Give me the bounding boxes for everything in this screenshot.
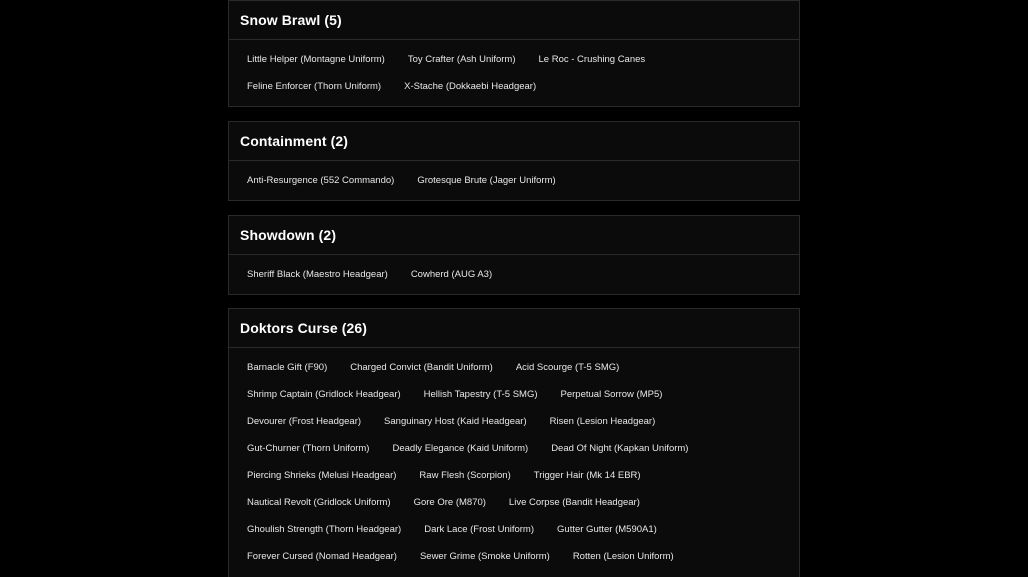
item-toy-crafter[interactable]: Toy Crafter (Ash Uniform) [407, 54, 516, 65]
item-anti-resurgence[interactable]: Anti-Resurgence (552 Commando) [247, 175, 395, 186]
item-gut-churner[interactable]: Gut-Churner (Thorn Uniform) [247, 443, 370, 454]
item-charged-convict[interactable]: Charged Convict (Bandit Uniform) [350, 362, 493, 373]
item-list [229, 255, 799, 288]
section-title: Doktors Curse (26) [229, 309, 799, 348]
item-gutter-gutter[interactable]: Gutter Gutter (M590A1) [557, 524, 657, 535]
item-x-stache[interactable]: X-Stache (Dokkaebi Headgear) [404, 81, 537, 92]
item-sheriff-black[interactable]: Sheriff Black (Maestro Headgear) [247, 269, 388, 280]
item-deadly-elegance[interactable]: Deadly Elegance (Kaid Uniform) [392, 443, 529, 454]
section-containment [228, 121, 800, 201]
item-raw-flesh[interactable]: Raw Flesh (Scorpion) [419, 470, 511, 481]
item-acid-scourge[interactable]: Acid Scourge (T-5 SMG) [515, 362, 620, 373]
item-list [229, 348, 799, 570]
item-piercing-shrieks[interactable]: Piercing Shrieks (Melusi Headgear) [247, 470, 397, 481]
item-list [229, 40, 799, 100]
item-dead-of-night[interactable]: Dead Of Night (Kapkan Uniform) [551, 443, 689, 454]
section-snow-brawl [228, 0, 800, 107]
item-feline-enforcer[interactable]: Feline Enforcer (Thorn Uniform) [247, 81, 382, 92]
item-trigger-hair[interactable]: Trigger Hair (Mk 14 EBR) [533, 470, 641, 481]
item-little-helper[interactable]: Little Helper (Montagne Uniform) [247, 54, 385, 65]
item-barnacle-gift[interactable]: Barnacle Gift (F90) [247, 362, 328, 373]
item-sanguinary-host[interactable]: Sanguinary Host (Kaid Headgear) [384, 416, 527, 427]
section-doktors-curse [228, 308, 800, 577]
item-devourer[interactable]: Devourer (Frost Headgear) [247, 416, 362, 427]
section-title: Showdown (2) [229, 216, 799, 255]
section-title: Containment (2) [229, 122, 799, 161]
item-live-corpse[interactable]: Live Corpse (Bandit Headgear) [508, 497, 640, 508]
item-perpetual-sorrow[interactable]: Perpetual Sorrow (MP5) [560, 389, 663, 400]
item-hellish-tapestry[interactable]: Hellish Tapestry (T-5 SMG) [423, 389, 538, 400]
item-le-roc[interactable]: Le Roc - Crushing Canes [538, 54, 646, 65]
item-nautical-revolt[interactable]: Nautical Revolt (Gridlock Uniform) [247, 497, 391, 508]
item-dark-lace[interactable]: Dark Lace (Frost Uniform) [424, 524, 535, 535]
section-showdown [228, 215, 800, 295]
item-ghoulish-strength[interactable]: Ghoulish Strength (Thorn Headgear) [247, 524, 402, 535]
item-list [229, 161, 799, 194]
item-forever-cursed[interactable]: Forever Cursed (Nomad Headgear) [247, 551, 397, 562]
item-gore-ore[interactable]: Gore Ore (M870) [413, 497, 486, 508]
item-risen[interactable]: Risen (Lesion Headgear) [549, 416, 656, 427]
item-cowherd[interactable]: Cowherd (AUG A3) [410, 269, 493, 280]
item-shrimp-captain[interactable]: Shrimp Captain (Gridlock Headgear) [247, 389, 401, 400]
section-title: Snow Brawl (5) [229, 1, 799, 40]
item-sewer-grime[interactable]: Sewer Grime (Smoke Uniform) [419, 551, 550, 562]
item-rotten[interactable]: Rotten (Lesion Uniform) [572, 551, 674, 562]
item-grotesque-brute[interactable]: Grotesque Brute (Jager Uniform) [417, 175, 556, 186]
